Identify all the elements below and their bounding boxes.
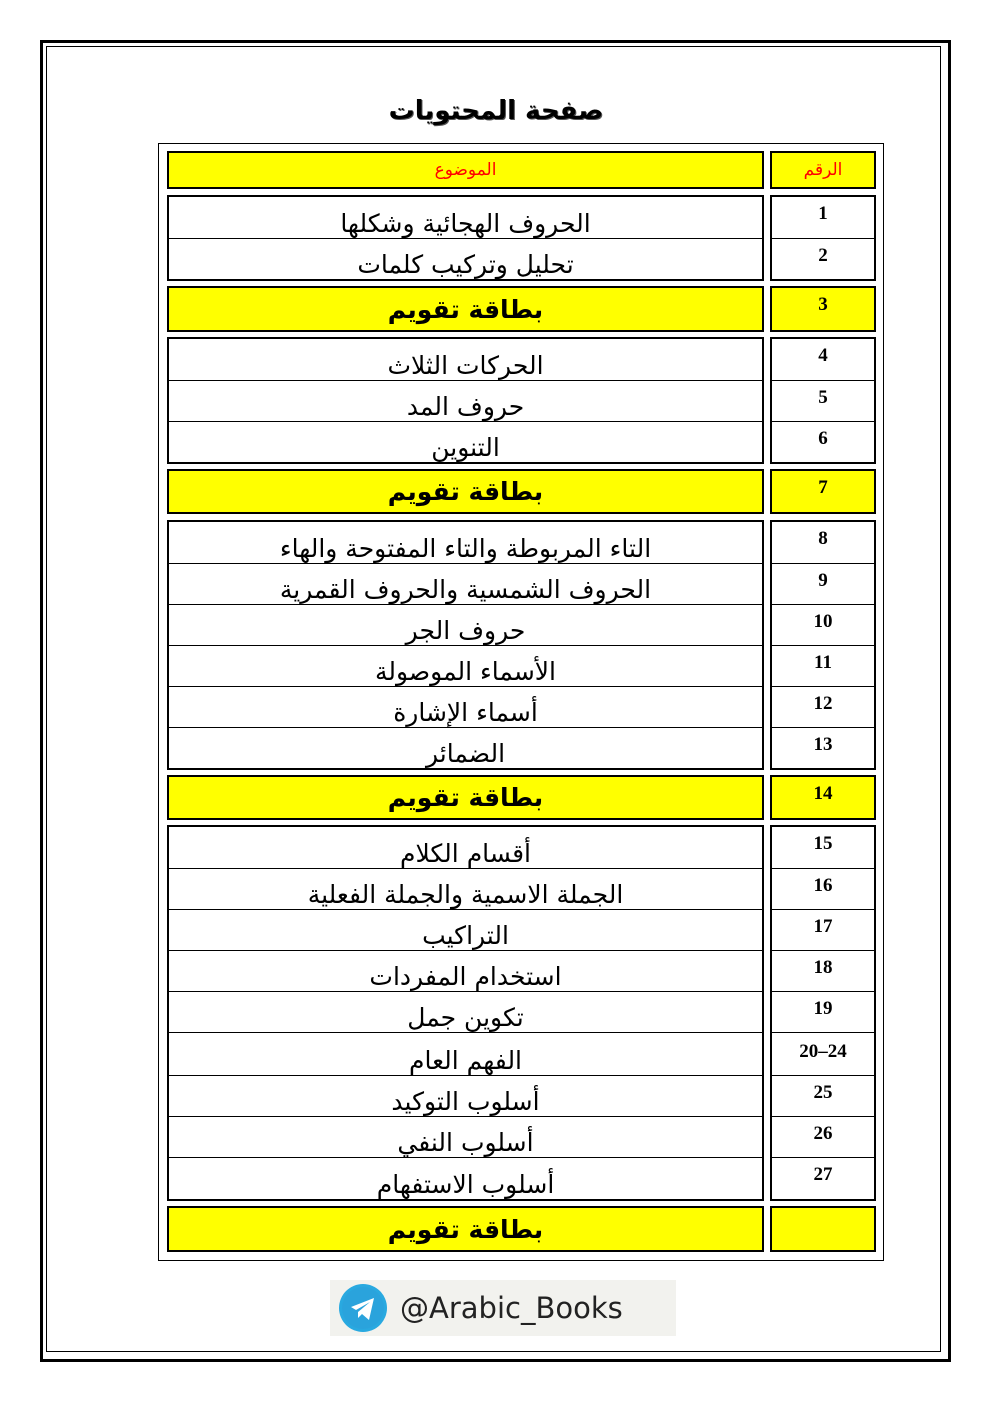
topic-text: الأسماء الموصولة (374, 657, 557, 686)
row-number: 3 (818, 294, 828, 315)
table-row (169, 646, 762, 686)
table-row (169, 869, 762, 909)
topic-text: حروف الجر (405, 616, 526, 645)
row-number: 16 (813, 875, 833, 896)
row-number: 1 (818, 203, 828, 224)
telegram-icon (332, 1282, 392, 1334)
header-number-cell (770, 151, 876, 189)
topic-text: أسلوب النفي (397, 1128, 534, 1157)
topic-text: استخدام المفردات (369, 962, 562, 991)
table-row (169, 910, 762, 950)
row-number: 15 (813, 833, 833, 854)
row-number: 13 (813, 734, 833, 755)
row-number: 12 (813, 693, 833, 714)
row-number: 19 (813, 998, 833, 1019)
topic-text: تحليل وتركيب كلمات (357, 250, 574, 279)
page-title: صفحة المحتويات (388, 96, 604, 126)
topic-text: حروف المد (406, 392, 525, 421)
topic-text: التنوين (431, 433, 500, 462)
section-group-1-numbers (770, 195, 876, 281)
row-number: 18 (813, 957, 833, 978)
header-topic-label: الموضوع (434, 160, 497, 180)
table-row (169, 422, 762, 462)
row-number: 20–24 (799, 1041, 847, 1062)
topic-text: تكوين جمل (407, 1003, 524, 1032)
topic-text: أسلوب الاستفهام (376, 1170, 555, 1199)
topic-text: الحروف الهجائية وشكلها (340, 209, 591, 238)
row-number: 27 (813, 1164, 833, 1185)
topic-text: الحروف الشمسية والحروف القمرية (279, 575, 652, 604)
row-number: 6 (818, 428, 828, 449)
header-topic-cell (167, 151, 764, 189)
row-number: 25 (813, 1082, 833, 1103)
table-row (169, 687, 762, 727)
row-number: 11 (814, 652, 832, 673)
table-row (169, 381, 762, 421)
section-group-3 (167, 520, 764, 770)
evaluation-card-number (770, 286, 876, 332)
evaluation-card-row (167, 286, 764, 332)
section-group-2 (167, 337, 764, 464)
row-number: 2 (818, 245, 828, 266)
topic-text: أقسام الكلام (399, 839, 531, 868)
channel-handle: @Arabic_Books (400, 1291, 623, 1325)
table-row (169, 197, 762, 238)
evaluation-card-label: بطاقة تقويم (387, 1214, 544, 1244)
evaluation-card-number (770, 775, 876, 820)
section-group-4 (167, 825, 764, 1201)
table-row (169, 522, 762, 563)
topic-text: أسماء الإشارة (393, 698, 538, 727)
evaluation-card-label: بطاقة تقويم (387, 783, 544, 812)
header-number-label: الرقم (803, 160, 843, 180)
row-number: 14 (813, 783, 833, 804)
row-number: 4 (818, 345, 828, 366)
topic-text: التاء المربوطة والتاء المفتوحة والهاء (279, 534, 652, 563)
table-row (169, 992, 762, 1032)
evaluation-card-number (770, 469, 876, 514)
evaluation-card-label: بطاقة تقويم (387, 477, 544, 506)
row-number: 10 (813, 611, 833, 632)
section-group-1 (167, 195, 764, 281)
topic-text: التراكيب (422, 921, 509, 950)
row-number: 26 (813, 1123, 833, 1144)
table-row (169, 605, 762, 645)
row-number: 17 (813, 916, 833, 937)
table-row (169, 1076, 762, 1116)
row-number: 8 (818, 528, 828, 549)
table-row (169, 564, 762, 604)
row-number: 5 (818, 387, 828, 408)
evaluation-card-label: بطاقة تقويم (387, 294, 544, 324)
table-row (169, 827, 762, 868)
table-row (169, 1033, 762, 1075)
evaluation-card-row (167, 1206, 764, 1252)
contents-table (158, 143, 884, 1261)
topic-text: الجملة الاسمية والجملة الفعلية (307, 880, 624, 909)
row-number: 7 (818, 477, 828, 498)
topic-text: الحركات الثلاث (387, 351, 544, 380)
evaluation-card-row (167, 775, 764, 820)
evaluation-card-number (770, 1206, 876, 1252)
table-row (169, 1117, 762, 1157)
section-group-2-numbers (770, 337, 876, 464)
telegram-channel-badge[interactable] (330, 1280, 676, 1336)
section-group-4-numbers (770, 825, 876, 1201)
topic-text: أسلوب التوكيد (391, 1087, 540, 1116)
section-group-3-numbers (770, 520, 876, 770)
row-number: 9 (818, 570, 828, 591)
table-row (169, 728, 762, 768)
table-row (169, 951, 762, 991)
table-row (169, 239, 762, 279)
table-row (169, 1158, 762, 1199)
table-row (169, 339, 762, 380)
topic-text: الفهم العام (408, 1046, 523, 1075)
topic-text: الضمائر (425, 739, 506, 768)
evaluation-card-row (167, 469, 764, 514)
